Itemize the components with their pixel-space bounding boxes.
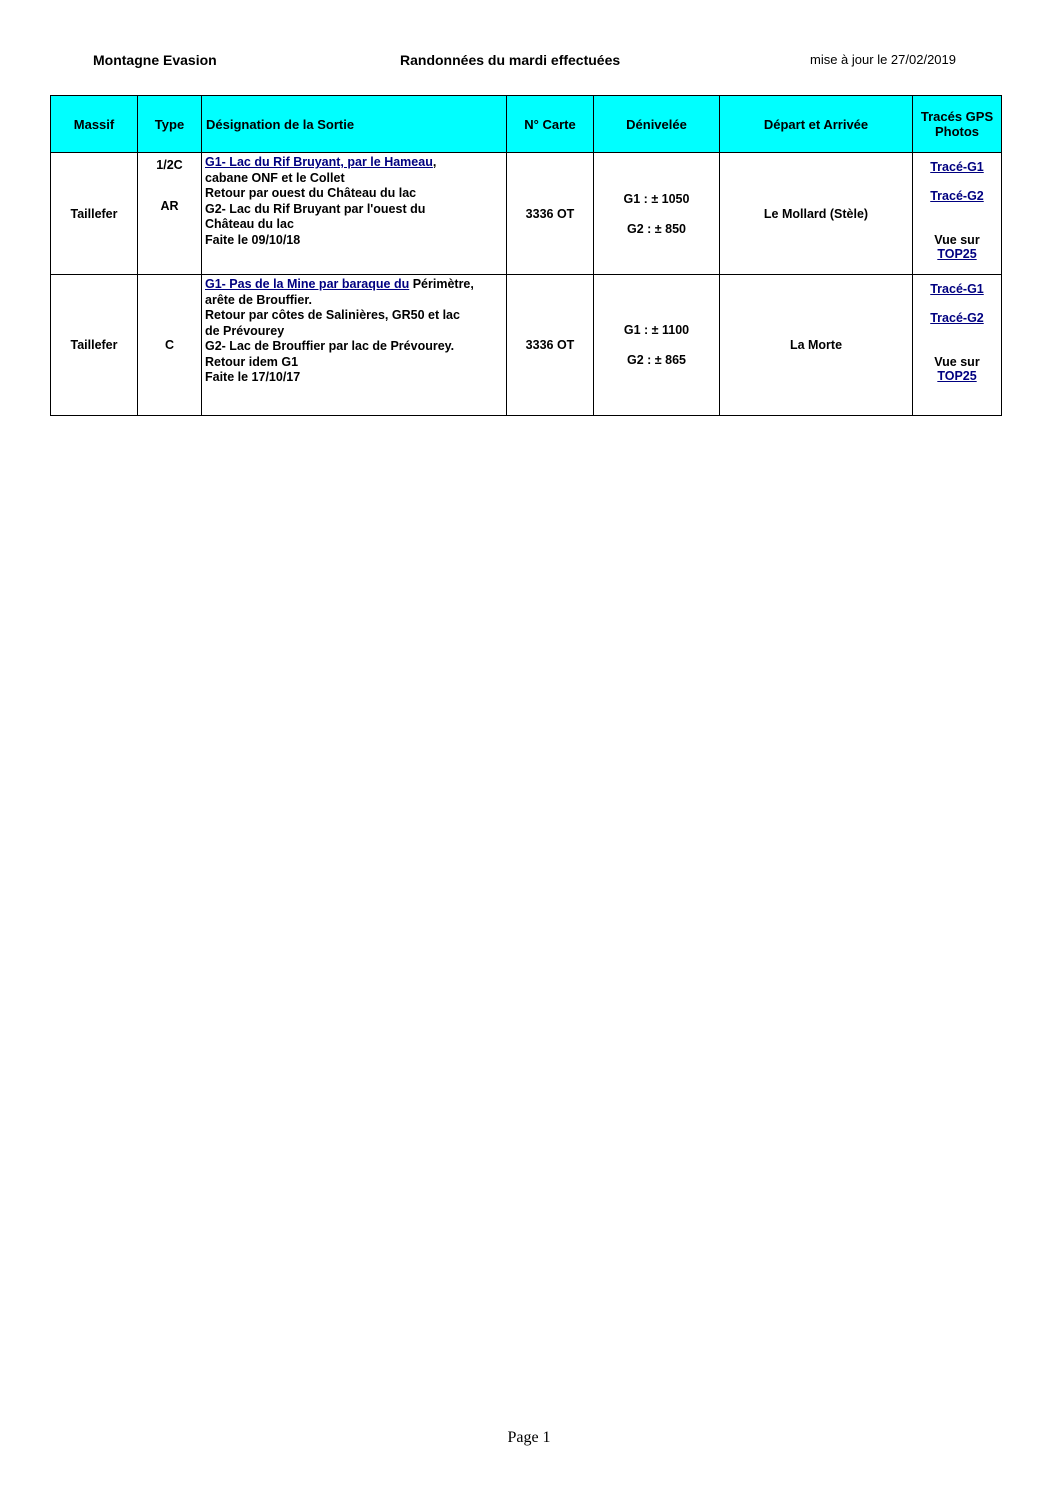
type-cell (138, 153, 202, 275)
top25-link[interactable]: TOP25 (937, 369, 977, 383)
hikes-table (50, 95, 1002, 416)
denivele-cell (594, 275, 720, 416)
gps-header-line2: Photos (934, 124, 980, 139)
column-header-type: Type (138, 96, 202, 153)
trace-g1-link[interactable]: Tracé-G1 (930, 160, 984, 174)
trace-g1-link[interactable]: Tracé-G1 (930, 282, 984, 296)
denivele-cell (594, 153, 720, 275)
denivele-g2: G2 : ± 850 (627, 221, 686, 236)
column-header-massif: Massif (51, 96, 138, 153)
designation-line: Retour idem G1 (205, 354, 299, 369)
designation-cell (202, 153, 507, 275)
page-number: Page 1 (507, 1429, 551, 1446)
designation-line: cabane ONF et le Collet (205, 170, 345, 185)
vue-sur-label: Vue sur (934, 233, 980, 247)
designation-line: Château du lac (205, 217, 294, 231)
designation-line: Faite le 09/10/18 (205, 232, 301, 247)
top25-link[interactable]: TOP25 (937, 247, 977, 261)
denivele-g1: G1 : ± 1050 (623, 191, 690, 206)
update-date: mise à jour le 27/02/2019 (810, 52, 956, 67)
table-row (51, 153, 1002, 275)
column-header-designation: Désignation de la Sortie (202, 96, 507, 153)
gps-cell (913, 275, 1002, 416)
depart-cell: Le Mollard (Stèle) (720, 153, 913, 275)
type-value: 1/2C (156, 158, 183, 172)
document-title: Randonnées du mardi effectuées (400, 52, 621, 68)
table-row (51, 275, 1002, 416)
depart-cell: La Morte (720, 275, 913, 416)
designation-line: G2- Lac de Brouffier par lac de Prévourey. (205, 339, 455, 353)
organization-name: Montagne Evasion (93, 52, 217, 68)
type-value-secondary: AR (160, 199, 179, 213)
designation-line: de Prévourey (205, 323, 285, 338)
designation-line: arête de Brouffier. (205, 292, 312, 307)
table-header-row (51, 96, 1002, 153)
carte-cell: 3336 OT (507, 153, 594, 275)
designation-cell (202, 275, 507, 416)
type-cell: C (138, 275, 202, 416)
trace-g2-link[interactable]: Tracé-G2 (930, 311, 984, 325)
column-header-carte: N° Carte (507, 96, 594, 153)
designation-line: Retour par ouest du Château du lac (205, 186, 417, 200)
designation-link-suffix: Périmètre, (409, 277, 474, 291)
massif-cell: Taillefer (51, 153, 138, 275)
gps-header-line1: Tracés GPS (920, 109, 994, 124)
denivele-g2: G2 : ± 865 (627, 353, 686, 367)
designation-line: Faite le 17/10/17 (205, 370, 301, 384)
column-header-denivele: Dénivelée (594, 96, 720, 153)
designation-line: Retour par côtes de Salinières, GR50 et lac (205, 308, 460, 322)
column-header-depart: Départ et Arrivée (720, 96, 913, 153)
trace-g2-link[interactable]: Tracé-G2 (930, 189, 984, 203)
vue-sur-label: Vue sur (934, 355, 980, 369)
designation-link[interactable]: G1- Pas de la Mine par baraque du (205, 277, 410, 291)
gps-cell (913, 153, 1002, 275)
designation-link-suffix: , (432, 155, 437, 169)
carte-cell: 3336 OT (507, 275, 594, 416)
denivele-g1: G1 : ± 1100 (623, 323, 690, 337)
designation-line: G2- Lac du Rif Bruyant par l'ouest du (205, 201, 426, 216)
column-header-gps (913, 96, 1002, 153)
designation-link[interactable]: G1- Lac du Rif Bruyant, par le Hameau (205, 155, 433, 169)
massif-cell: Taillefer (51, 275, 138, 416)
